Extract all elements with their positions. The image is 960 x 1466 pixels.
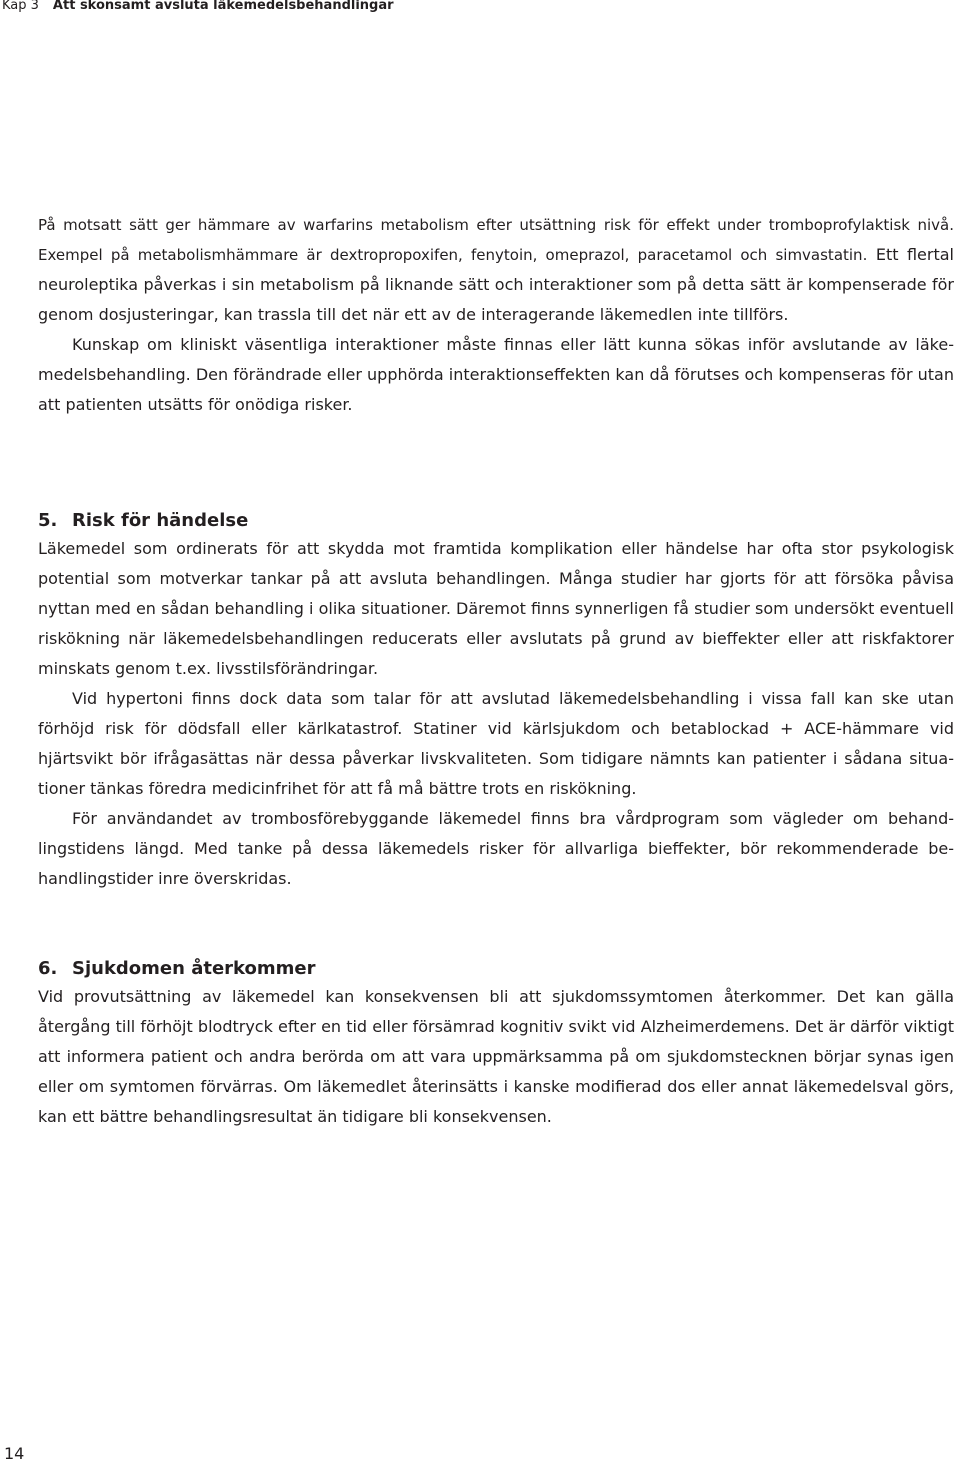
- chapter-label: Kap 3: [2, 0, 39, 13]
- intro-paragraph-1-part-2: Ett flertal neuroleptika påverkas i sin metabolism på liknande sätt och interaktioner som på detta sätt är kompenserade för genom dosjusteringar, kan trassla till det när ett av de interagerande läkemedlen inte tillförs.: [38, 245, 954, 324]
- section-6: [38, 956, 954, 1132]
- section-5-number: 5.: [38, 510, 58, 531]
- running-header: [2, 0, 394, 15]
- section-6-paragraph-1: Vid provutsättning av läkemedel kan konsekvensen bli att sjukdomssymtomen återkommer. Det kan gälla återgång till förhöjt blodtryck efter en tid eller försämrad kognitiv svikt vid Alzheimerdemens. Det är därför viktigt att informera patient och andra berörda om att vara uppmärksamma på om sjukdomstecknen börjar synas igen eller om symtomen förvärras. Om läkemedlet återinsätts i kanske modifierad dos eller annat läkemedelsval görs, kan ett bättre behandlingsresultat än tidigare bli konsekvensen.: [38, 987, 954, 1126]
- section-6-number: 6.: [38, 958, 58, 979]
- section-5-paragraph-3: För användandet av trombosförebyggande läkemedel finns bra vårdprogram som vägleder om behandlingstidens längd. Med tanke på dessa läkemedels risker för allvarliga bieffekter, bör rekommenderade behandlingstider inre överskridas.: [38, 809, 954, 888]
- section-5-heading: [38, 508, 954, 534]
- page-number: 14: [4, 1444, 25, 1463]
- intro-paragraph-2: Kunskap om kliniskt väsentliga interaktioner måste finnas eller lätt kunna sökas inför avslutande av läkemedelsbehandling. Den förändrade eller upphörda interaktionseffekten kan då förutses och kompenseras för utan att patienten utsätts för onödiga risker.: [38, 335, 954, 414]
- section-5-paragraph-1: Läkemedel som ordinerats för att skydda mot framtida komplikation eller händelse har ofta stor psykologisk potential som motverkar tankar på att avsluta behandlingen. Många studier har gjorts för att försöka påvisa nyttan med en sådan behandling i olika situationer. Däremot finns synnerligen få studier som undersökt eventuell riskökning när läkemedelsbehandlingen reducerats eller avslutats på grund av bieffekter eller att riskfaktorer minskats genom t.ex. livsstilsförändringar.: [38, 539, 954, 678]
- section-5: [38, 508, 954, 894]
- section-5-paragraph-2: Vid hypertoni finns dock data som talar för att avslutad läkemedelsbehandling i vissa fall kan ske utan förhöjd risk för dödsfall eller kärlkatastrof. Statiner vid kärlsjukdom och betablockad + ACE-hämmare vid hjärtsvikt bör ifrågasättas när dessa påverkar livskvaliteten. Som tidigare nämnts kan patienter i sådana situationer tänkas föredra medicinfrihet för att få må bättre trots en riskökning.: [38, 689, 954, 798]
- intro-paragraph-1-part-1: På motsatt sätt ger hämmare av warfarins metabolism efter utsättning risk för effekt under tromboprofylaktisk nivå. Exempel på metabolismhämmare är dextropropoxifen, fenytoin, omeprazol, paracetamol och simvastatin.: [38, 216, 954, 264]
- section-5-title: Risk för händelse: [72, 510, 249, 531]
- chapter-title: Att skonsamt avsluta läkemedelsbehandlingar: [52, 0, 394, 13]
- intro-block: [38, 210, 954, 420]
- intro-paragraph-1: [38, 210, 954, 330]
- section-6-title: Sjukdomen återkommer: [72, 958, 316, 979]
- section-6-heading: [38, 956, 954, 982]
